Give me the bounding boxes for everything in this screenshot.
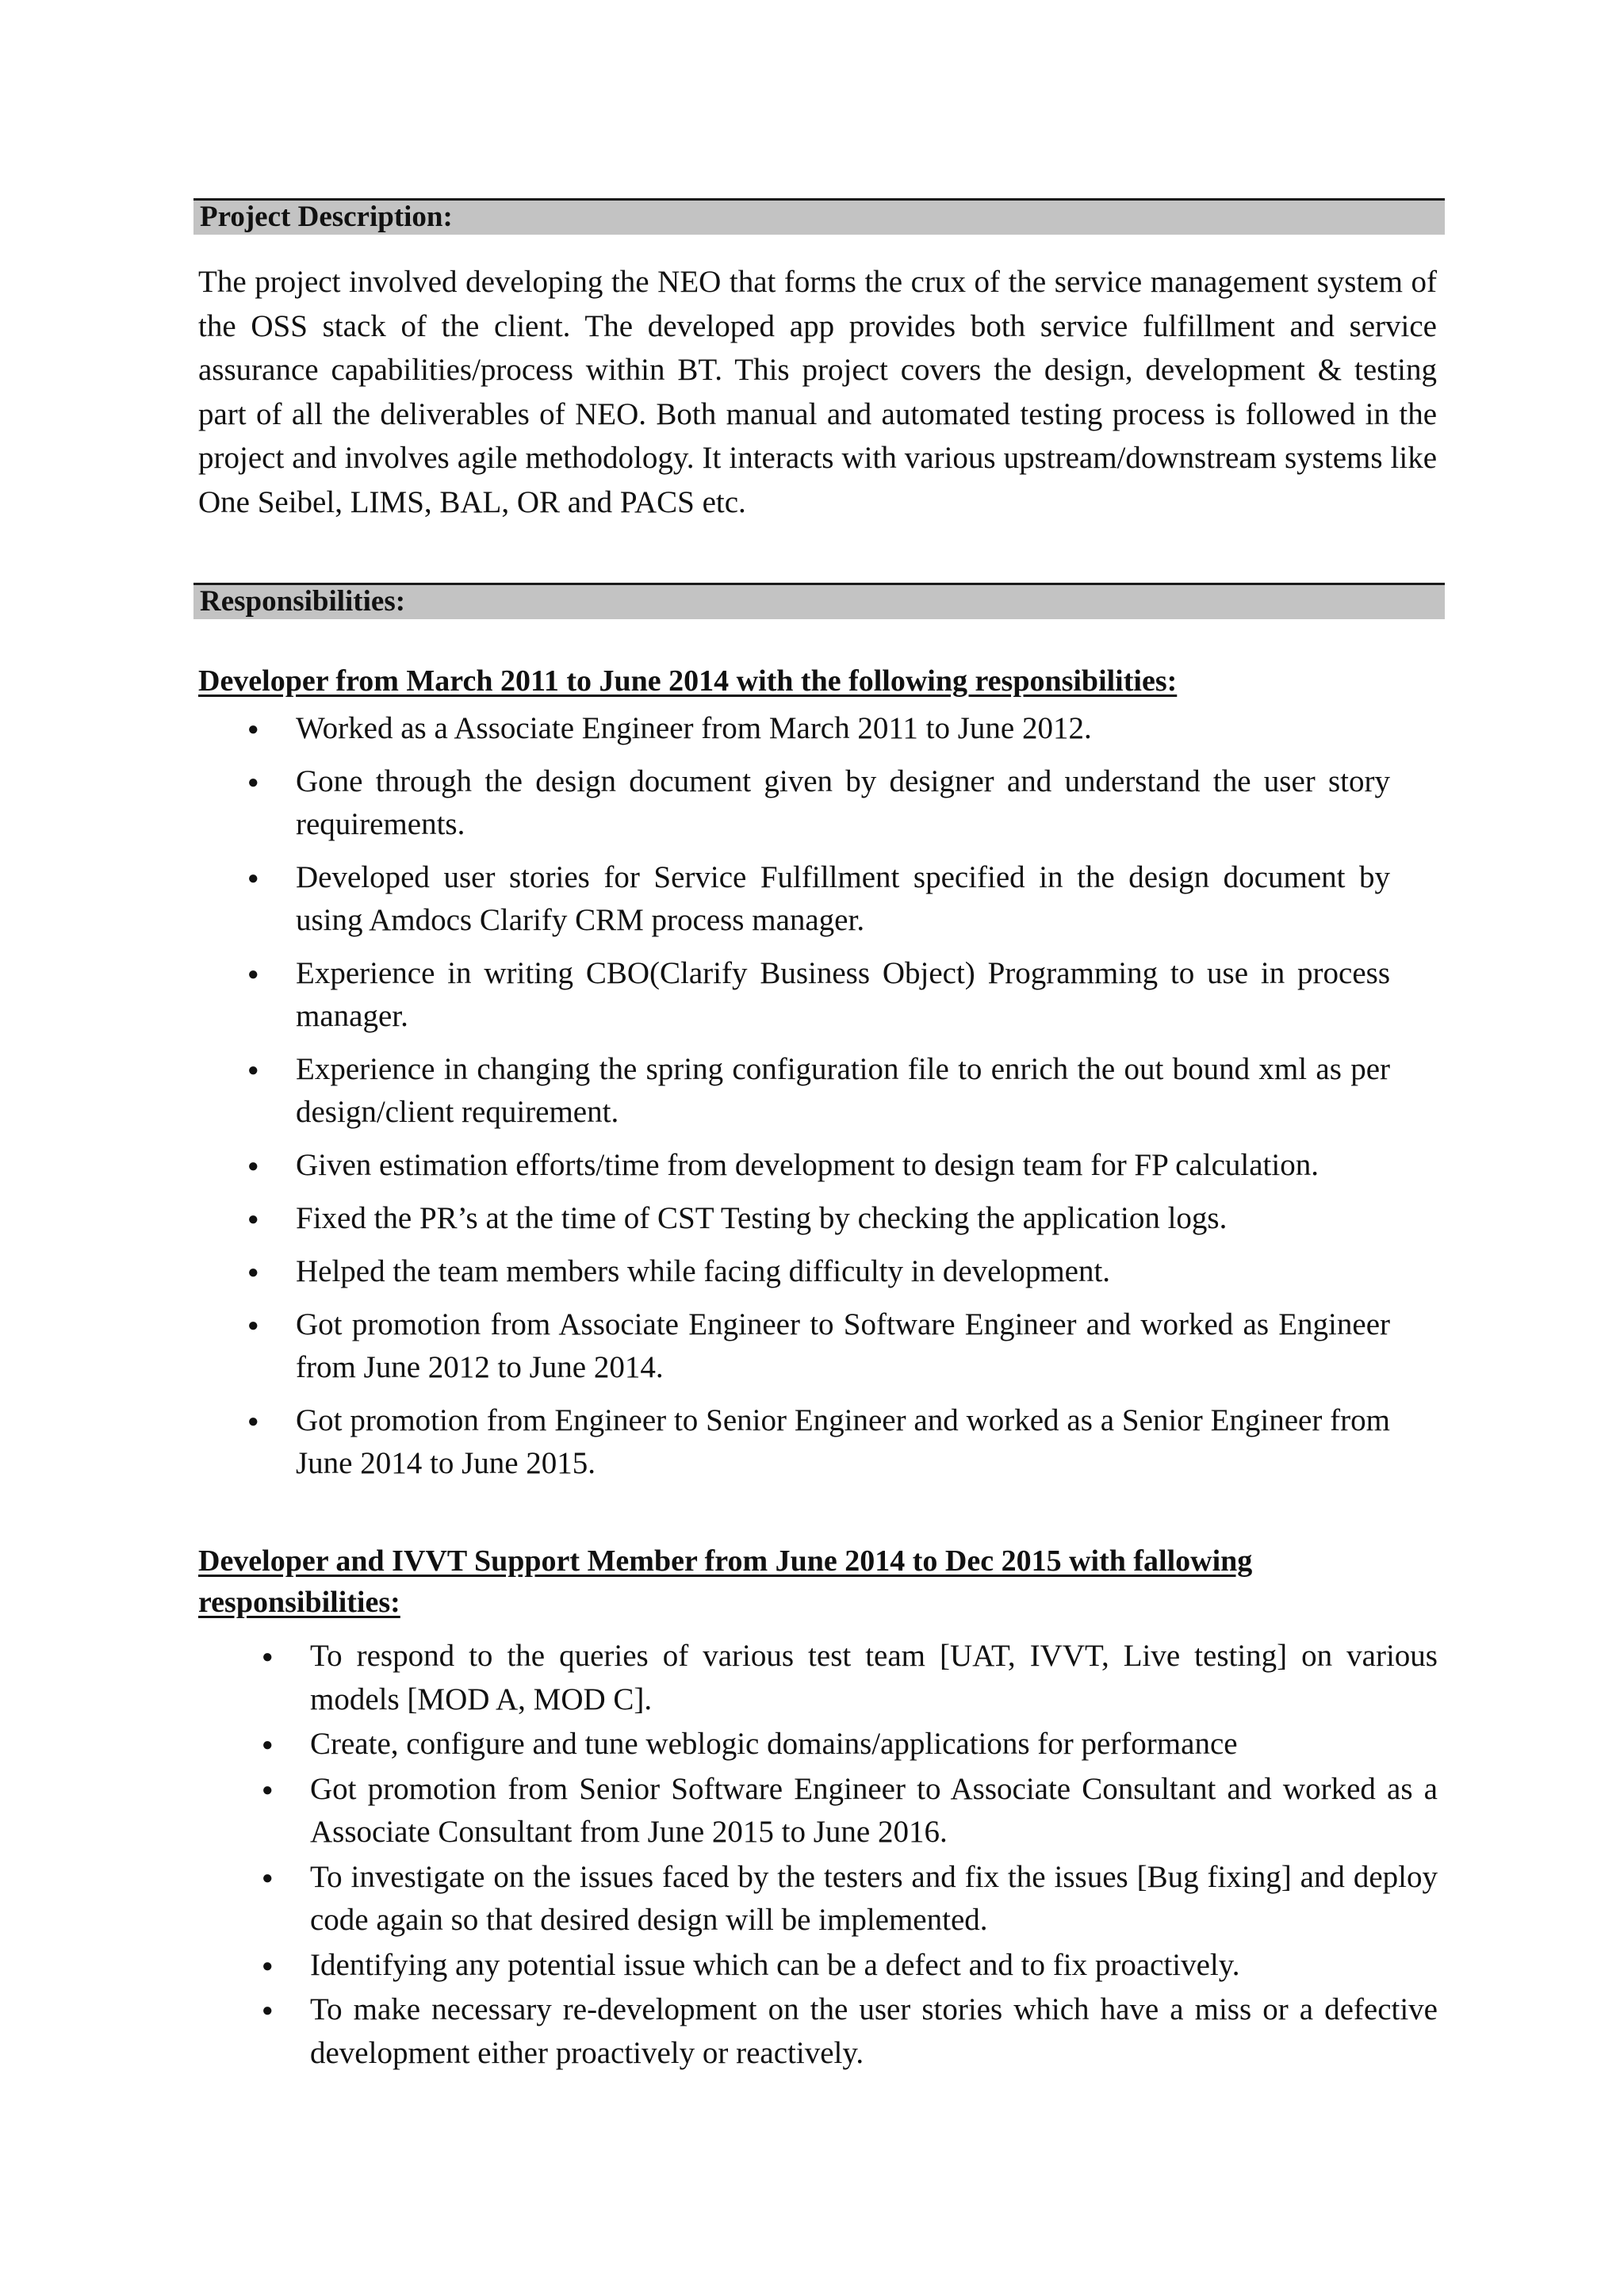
list-item <box>262 1944 1438 1988</box>
bullet-icon: ● <box>247 1315 259 1336</box>
bullet-icon: ● <box>247 772 259 793</box>
bullet-icon: ● <box>247 719 259 740</box>
role1-responsibility-list <box>247 707 1390 1495</box>
list-item-text: Given estimation efforts/time from development to design team for FP calculation. <box>296 1148 1319 1182</box>
list-item-text: Helped the team members while facing difficulty in development. <box>296 1254 1111 1288</box>
bullet-icon: ● <box>247 1156 259 1177</box>
list-item <box>247 760 1390 846</box>
role2-title-line2: responsibilities: <box>198 1586 400 1619</box>
list-item-text: Create, configure and tune weblogic domains/applications for performance <box>310 1727 1238 1761</box>
list-item-text: To investigate on the issues faced by the testers and fix the issues [Bug fixing] and deploy code again so that desired design will be implemented. <box>310 1859 1438 1937</box>
list-item-text: Experience in writing CBO(Clarify Business Object) Programming to use in process manager. <box>296 956 1390 1033</box>
list-item-text: Fixed the PR’s at the time of CST Testing by checking the application logs. <box>296 1201 1228 1235</box>
list-item-text: To make necessary re-development on the user stories which have a miss or a defective development either proactively or reactively. <box>310 1992 1438 2070</box>
project-description-heading: Project Description: <box>193 198 1445 235</box>
list-item <box>247 952 1390 1038</box>
bullet-icon: ● <box>247 1209 259 1230</box>
list-item <box>247 856 1390 942</box>
list-item-text: To respond to the queries of various test team [UAT, IVVT, Live testing] on various models [MOD A, MOD C]. <box>310 1639 1438 1716</box>
list-item <box>262 1988 1438 2075</box>
bullet-icon: ● <box>262 1867 274 1888</box>
list-item-text: Gone through the design document given by designer and understand the user story requirements. <box>296 764 1390 841</box>
bullet-icon: ● <box>247 868 259 889</box>
role1-title: Developer from March 2011 to June 2014 with the following responsibilities: <box>198 664 1178 698</box>
list-item <box>262 1635 1438 1721</box>
role2-responsibility-list <box>262 1635 1438 2076</box>
list-item <box>247 1144 1390 1187</box>
bullet-icon: ● <box>262 1955 274 1976</box>
list-item <box>247 707 1390 750</box>
bullet-icon: ● <box>262 2000 274 2021</box>
list-item <box>247 1303 1390 1389</box>
bullet-icon: ● <box>247 1411 259 1432</box>
list-item <box>262 1856 1438 1942</box>
bullet-icon: ● <box>247 1262 259 1283</box>
list-item <box>262 1768 1438 1854</box>
bullet-icon: ● <box>247 1060 259 1081</box>
list-item <box>247 1197 1390 1240</box>
list-item-text: Got promotion from Senior Software Engineer to Associate Consultant and worked as a Associate Consultant from June 2015 to June 2016. <box>310 1771 1438 1849</box>
list-item-text: Identifying any potential issue which can be a defect and to fix proactively. <box>310 1947 1240 1982</box>
bullet-icon: ● <box>262 1735 274 1755</box>
list-item-text: Developed user stories for Service Fulfillment specified in the design document by using Amdocs Clarify CRM process manager. <box>296 860 1390 937</box>
bullet-icon: ● <box>262 1779 274 1800</box>
bullet-icon: ● <box>262 1647 274 1667</box>
list-item <box>247 1399 1390 1485</box>
role2-title-line1: Developer and IVVT Support Member from June 2014 to Dec 2015 with fallowing <box>198 1544 1253 1578</box>
list-item <box>247 1048 1390 1134</box>
project-description-text: The project involved developing the NEO that forms the crux of the service management system of the OSS stack of the client. The developed app provides both service fulfillment and service assurance capabilities/process within BT. This project covers the design, development & testing part of all the deliverables of NEO. Both manual and automated testing process is followed in the project and involves agile methodology. It interacts with various upstream/downstream systems like One Seibel, LIMS, BAL, OR and PACS etc. <box>198 265 1437 519</box>
list-item-text: Worked as a Associate Engineer from March 2011 to June 2012. <box>296 711 1092 745</box>
list-item <box>262 1723 1438 1766</box>
list-item <box>247 1250 1390 1293</box>
responsibilities-heading: Responsibilities: <box>193 583 1445 619</box>
list-item-text: Got promotion from Associate Engineer to Software Engineer and worked as Engineer from June 2012 to June 2014. <box>296 1307 1390 1384</box>
list-item-text: Got promotion from Engineer to Senior Engineer and worked as a Senior Engineer from June 2014 to June 2015. <box>296 1403 1390 1480</box>
list-item-text: Experience in changing the spring configuration file to enrich the out bound xml as per design/client requirement. <box>296 1052 1390 1129</box>
bullet-icon: ● <box>247 964 259 985</box>
